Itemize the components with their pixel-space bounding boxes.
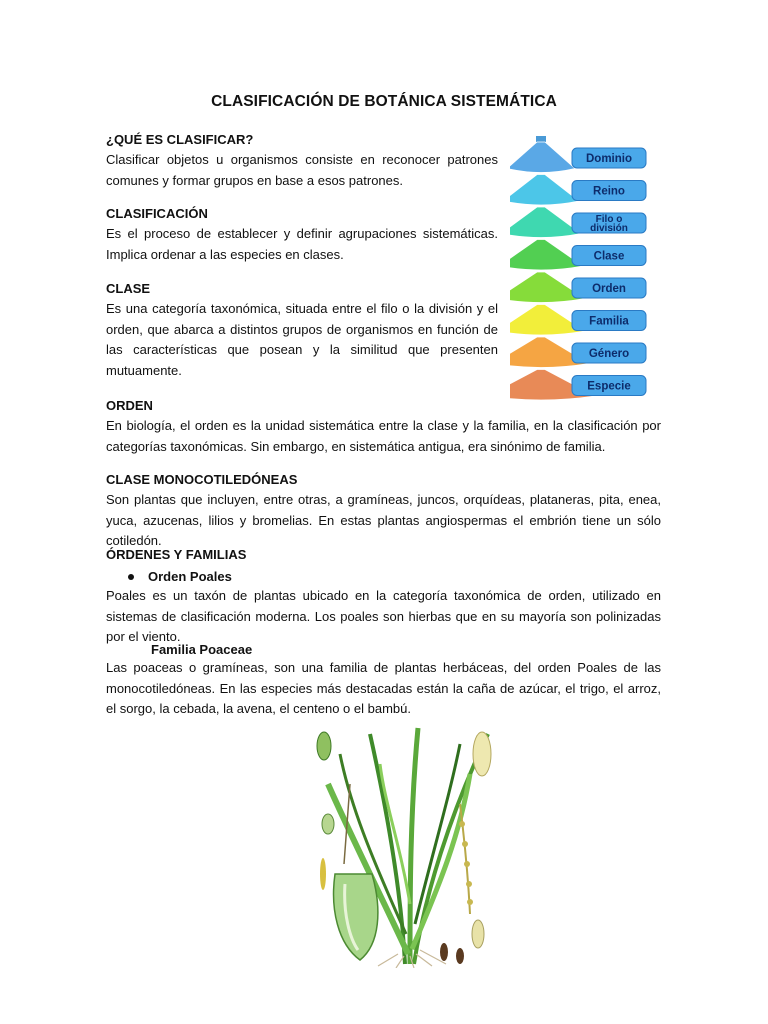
taxonomy-label: Clase (593, 250, 625, 263)
section-ordenes-familias-heading (106, 545, 661, 565)
taxonomy-level (510, 175, 646, 206)
taxonomy-label: Familia (589, 315, 629, 328)
section-heading: CLASIFICACIÓN (106, 206, 208, 221)
section-orden-poales-text (106, 586, 661, 648)
section-heading: CLASE (106, 281, 151, 296)
taxonomy-label: Especie (587, 380, 631, 393)
bullet-dot-icon (128, 574, 134, 580)
section-clase-monocotiledoneas (106, 470, 661, 552)
section-text: Son plantas que incluyen, entre otras, a gramíneas, juncos, orquídeas, plataneras, pita, enea, yuca, azucenas, lilios y bromelias. En estas plantas angiospermas el embrión tiene un sólo cotiledón. (106, 492, 661, 548)
section-text: Las poaceas o gramíneas, son una familia de plantas herbáceas, del orden Poales de las monocotiledóneas. En las especies más destacadas están la caña de azúcar, el trigo, el arroz, el sorgo, la cebada, la avena, el centeno o el bambú. (106, 660, 661, 716)
section-heading: ORDEN (106, 398, 153, 413)
section-familia-poaceae-text (106, 658, 661, 720)
section-text: Poales es un taxón de plantas ubicado en la categoría taxonómica de orden, utilizado en sistemas de clasificación moderna. Los poales son hierbas que en su mayoría son polinizadas por el viento. (106, 588, 661, 644)
taxonomy-funnel-shape (510, 207, 581, 238)
section-que-es-clasificar (106, 130, 498, 191)
section-heading: ¿QUÉ ES CLASIFICAR? (106, 132, 254, 147)
section-clase (106, 279, 498, 381)
subheading-familia-poaceae: Familia Poaceae (151, 642, 253, 657)
section-clasificacion (106, 204, 498, 265)
taxonomy-level (510, 305, 646, 336)
taxonomy-level (510, 272, 646, 303)
taxonomy-level (510, 240, 646, 271)
page-title: CLASIFICACIÓN DE BOTÁNICA SISTEMÁTICA (211, 93, 557, 110)
taxonomy-level (510, 142, 646, 173)
taxonomy-label: Dominio (586, 153, 632, 165)
section-heading: CLASE MONOCOTILEDÓNEAS (106, 472, 298, 487)
taxonomy-funnel-shape (510, 142, 575, 173)
taxonomy-label: Reino (593, 185, 625, 198)
taxonomy-level (510, 370, 646, 401)
section-text: En biología, el orden es la unidad sistemática entre la clase y la familia, en la clasificación por categorías taxonómicas. Sin embargo, en sistemática antigua, era sinónimo de familia. (106, 418, 661, 454)
section-heading: ÓRDENES Y FAMILIAS (106, 547, 247, 562)
taxonomy-label: Filo o (595, 214, 623, 225)
taxonomy-label: Género (588, 348, 630, 360)
taxonomy-diagram (510, 136, 670, 406)
taxonomy-label: división (590, 223, 628, 234)
taxonomy-funnel-shape (510, 175, 579, 206)
taxonomy-level (510, 337, 646, 368)
section-text: Es el proceso de establecer y definir agrupaciones sistemáticas. Implica ordenar a las especies en clases. (106, 226, 498, 262)
grass-plant-illustration (310, 724, 500, 968)
section-text: Clasificar objetos u organismos consiste en reconocer patrones comunes y formar grupos en base a esos patrones. (106, 152, 498, 188)
bullet-label: Orden Poales (148, 569, 232, 584)
bullet-orden-poales (128, 567, 232, 587)
section-text: Es una categoría taxonómica, situada entre el filo o la división y el orden, que abarca a distintos grupos de organismos en función de las características que posean y la similitud que presenten mutuamente. (106, 301, 498, 378)
plant-cutaway-stem (334, 874, 378, 960)
taxonomy-level (510, 207, 646, 238)
diagram-top-knob (536, 136, 546, 142)
taxonomy-label: Orden (592, 283, 626, 295)
